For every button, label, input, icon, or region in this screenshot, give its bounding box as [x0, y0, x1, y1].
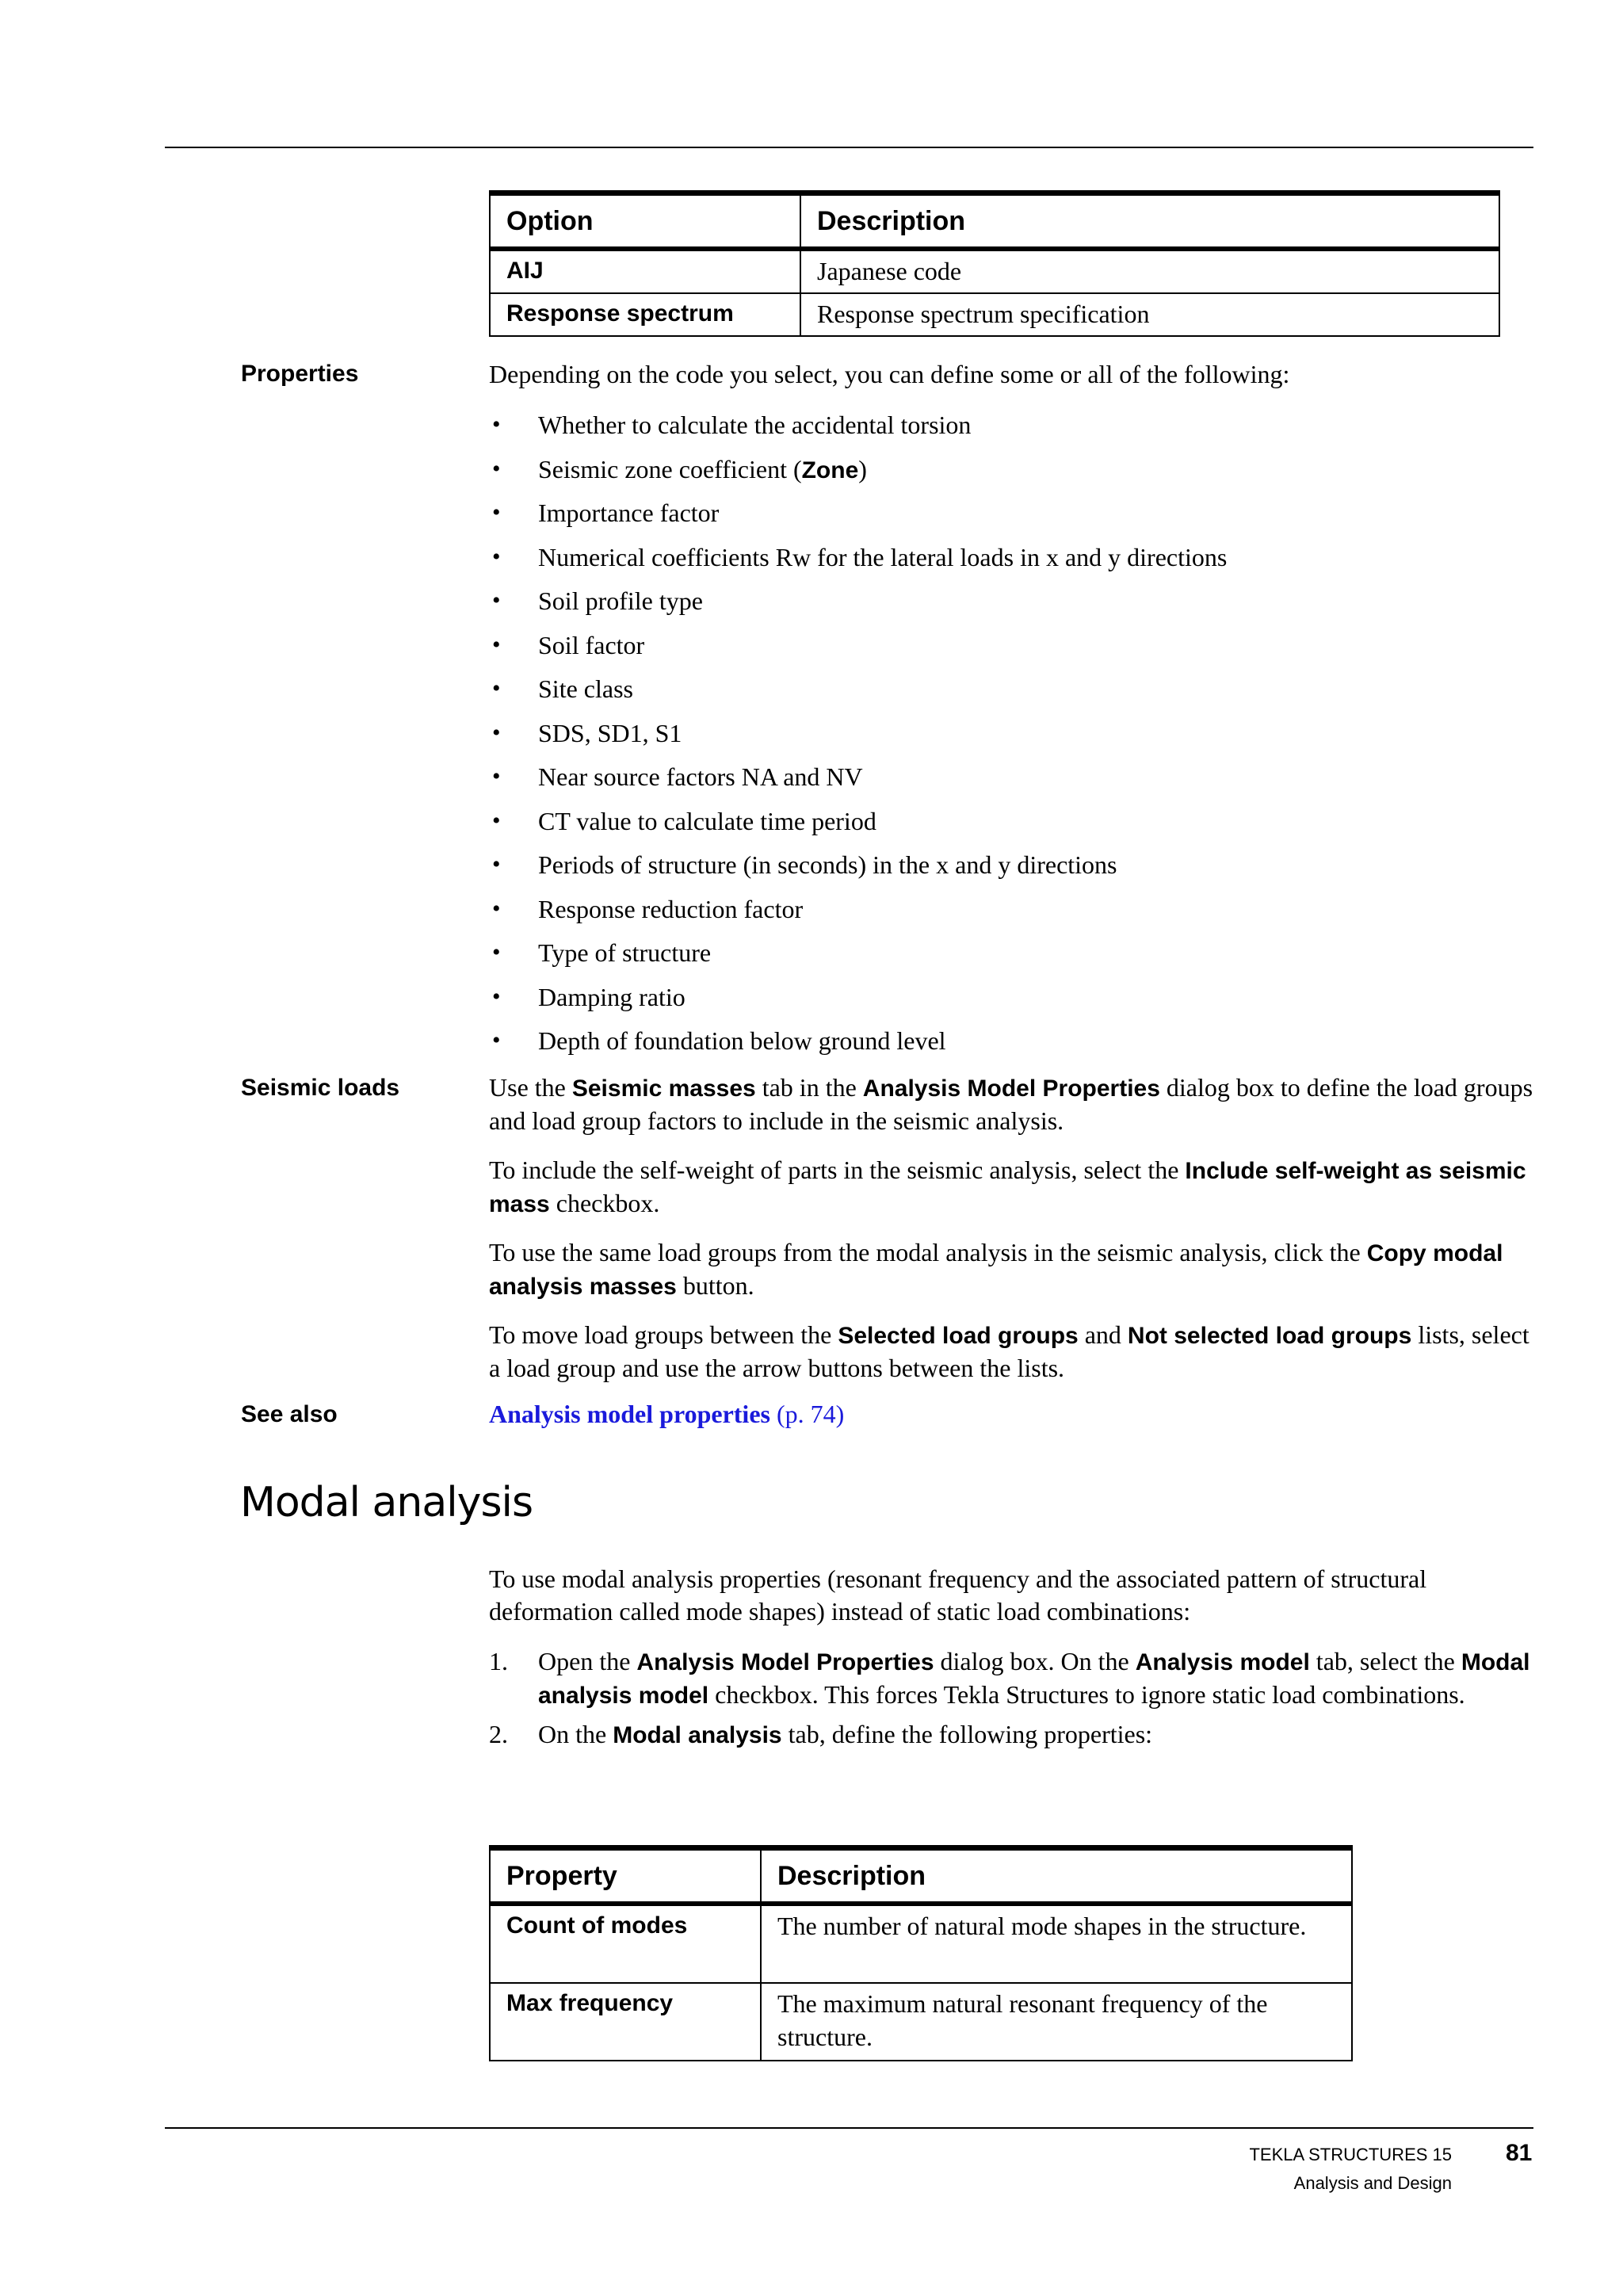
- list-item: • Whether to calculate the accidental torsion: [489, 407, 1519, 452]
- list-item: • Numerical coefficients Rw for the lateral loads in x and y directions: [489, 540, 1519, 584]
- description-cell: The number of natural mode shapes in the structure.: [761, 1904, 1352, 1983]
- footer-product: TEKLA STRUCTURES 15: [1249, 2145, 1452, 2164]
- modal-intro: To use modal analysis properties (resonant frequency and the associated pattern of structural deformation called mode shapes) instead of static load combinations:: [489, 1564, 1427, 1626]
- move-load-groups-paragraph: To move load groups between the Selected load groups and Not selected load groups lists, select a load group and use the arrow buttons between the lists.: [489, 1320, 1529, 1382]
- seismic-loads-paragraph: Use the Seismic masses tab in the Analysis Model Properties dialog box to define the load groups and load group factors to include in the seismic analysis.: [489, 1073, 1533, 1135]
- list-item: • Type of structure: [489, 935, 1519, 980]
- bullet-icon: •: [492, 455, 501, 482]
- copy-masses-paragraph: To use the same load groups from the modal analysis in the seismic analysis, click the Copy modal analysis masses button.: [489, 1238, 1503, 1300]
- column-header-property: Property: [490, 1848, 761, 1904]
- bullet-icon: •: [492, 719, 501, 746]
- table-header-row: [490, 193, 1499, 250]
- list-item: • Depth of foundation below ground level: [489, 1023, 1519, 1068]
- bullet-icon: •: [492, 411, 501, 437]
- bullet-icon: •: [492, 851, 501, 877]
- bullet-icon: •: [492, 939, 501, 965]
- description-cell: Japanese code: [800, 249, 1499, 293]
- properties-intro: Depending on the code you select, you can define some or all of the following:: [489, 360, 1290, 388]
- list-item: • Site class: [489, 671, 1519, 716]
- column-header-description: Description: [761, 1848, 1352, 1904]
- bullet-icon: •: [492, 499, 501, 525]
- column-header-description: Description: [800, 193, 1499, 250]
- bullet-icon: •: [492, 1027, 501, 1053]
- bullet-icon: •: [492, 543, 501, 570]
- list-item: • SDS, SD1, S1: [489, 716, 1519, 760]
- list-item: • Soil profile type: [489, 583, 1519, 628]
- properties-list: [489, 407, 1519, 1068]
- header-rule: [165, 147, 1533, 148]
- list-item: 2. On the Modal analysis tab, define the following properties:: [489, 1720, 1153, 1748]
- option-cell: Response spectrum: [490, 293, 800, 336]
- table-row: [490, 1904, 1352, 1983]
- section-title: Modal analysis: [240, 1479, 533, 1526]
- list-item: • Response reduction factor: [489, 892, 1519, 936]
- list-item: • Seismic zone coefficient (Zone): [489, 452, 1519, 496]
- properties-label: Properties: [241, 361, 359, 387]
- list-item: • Near source factors NA and NV: [489, 759, 1519, 804]
- table-header-row: [490, 1848, 1352, 1904]
- see-also-label: See also: [241, 1401, 338, 1427]
- list-item: • CT value to calculate time period: [489, 804, 1519, 848]
- modal-properties-table: [489, 1845, 1353, 2061]
- seismic-loads-label: Seismic loads: [241, 1075, 400, 1101]
- bullet-icon: •: [492, 763, 501, 789]
- list-item: • Importance factor: [489, 495, 1519, 540]
- table-row: [490, 293, 1499, 336]
- list-item: • Damping ratio: [489, 980, 1519, 1024]
- description-cell: Response spectrum specification: [800, 293, 1499, 336]
- column-header-option: Option: [490, 193, 800, 250]
- bullet-icon: •: [492, 983, 501, 1010]
- bullet-icon: •: [492, 631, 501, 658]
- table-row: [490, 1983, 1352, 2061]
- steps-list: [489, 1645, 1535, 1758]
- bullet-icon: •: [492, 807, 501, 834]
- option-cell: AIJ: [490, 249, 800, 293]
- bullet-icon: •: [492, 675, 501, 701]
- bullet-icon: •: [492, 587, 501, 613]
- options-table: [489, 190, 1500, 337]
- property-cell: Max frequency: [490, 1983, 761, 2061]
- footer-subtitle: Analysis and Design: [1293, 2173, 1452, 2193]
- see-also-link[interactable]: Analysis model properties (p. 74): [489, 1400, 845, 1428]
- list-item: 1. Open the Analysis Model Properties dialog box. On the Analysis model tab, select the Modal analysis model checkbox. This forces Tekla Structures to ignore static load combinations.: [489, 1647, 1530, 1709]
- list-item: • Periods of structure (in seconds) in the x and y directions: [489, 847, 1519, 892]
- list-item: • Soil factor: [489, 628, 1519, 672]
- description-cell: The maximum natural resonant frequency of the structure.: [761, 1983, 1352, 2061]
- self-weight-paragraph: To include the self-weight of parts in the seismic analysis, select the Include self-weight as seismic mass checkbox.: [489, 1156, 1526, 1217]
- page-number: 81: [1506, 2140, 1533, 2166]
- table-row: [490, 249, 1499, 293]
- footer-rule: [165, 2127, 1533, 2129]
- bullet-icon: •: [492, 895, 501, 922]
- property-cell: Count of modes: [490, 1904, 761, 1983]
